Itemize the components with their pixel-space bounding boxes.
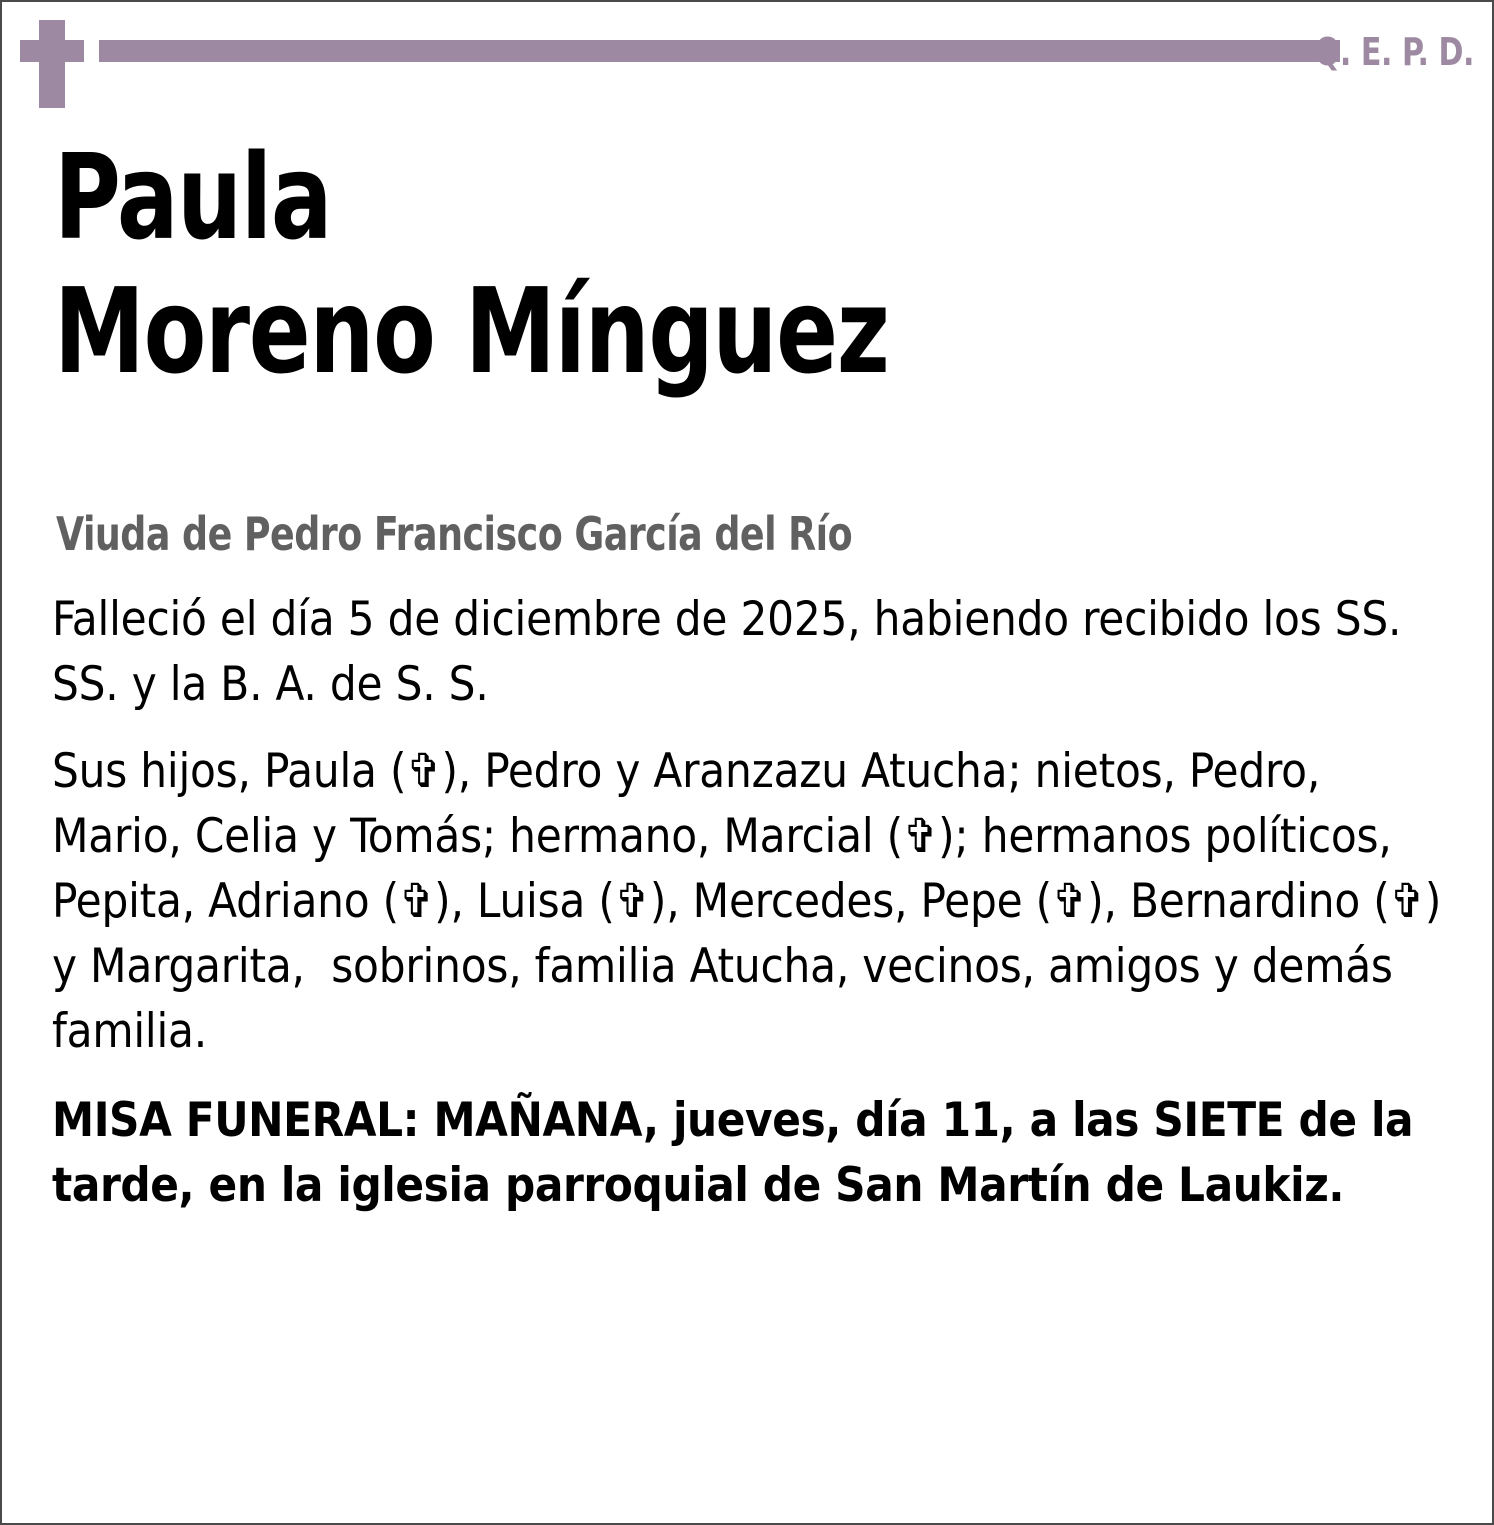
obituary-body bbox=[52, 587, 1455, 1240]
cross-horizontal-bar bbox=[20, 40, 84, 62]
deceased-first-name: Paula bbox=[54, 128, 332, 266]
deceased-last-names: Moreno Mínguez bbox=[54, 262, 889, 400]
latin-cross-icon bbox=[20, 20, 84, 108]
header-rule bbox=[99, 40, 1340, 62]
cross-vertical-bar bbox=[39, 20, 65, 108]
funeral-service-paragraph: MISA FUNERAL: MAÑANA, jueves, día 11, a las SIETE de la tarde, en la iglesia parroquial de San Martín de Laukiz. bbox=[52, 1093, 1428, 1213]
deceased-relation: Viuda de Pedro Francisco García del Río bbox=[56, 507, 853, 561]
qepd-label: Q. E. P. D. bbox=[1314, 30, 1474, 74]
deceased-name-block bbox=[54, 130, 1444, 398]
survivors-paragraph: Sus hijos, Paula (✞), Pedro y Aranzazu Atucha; nietos, Pedro, Mario, Celia y Tomás; hermano, Marcial (✞); hermanos políticos, Pepita, Adriano (✞), Luisa (✞), Mercedes, Pepe (✞), Bernardino (✞) y Margarita, sobrinos, familia Atucha, vecinos, amigos y demás familia. bbox=[52, 744, 1455, 1059]
death-notice-paragraph: Falleció el día 5 de diciembre de 2025, habiendo recibido los SS. SS. y la B. A. de S. S. bbox=[52, 592, 1415, 712]
header-band bbox=[2, 2, 1494, 122]
